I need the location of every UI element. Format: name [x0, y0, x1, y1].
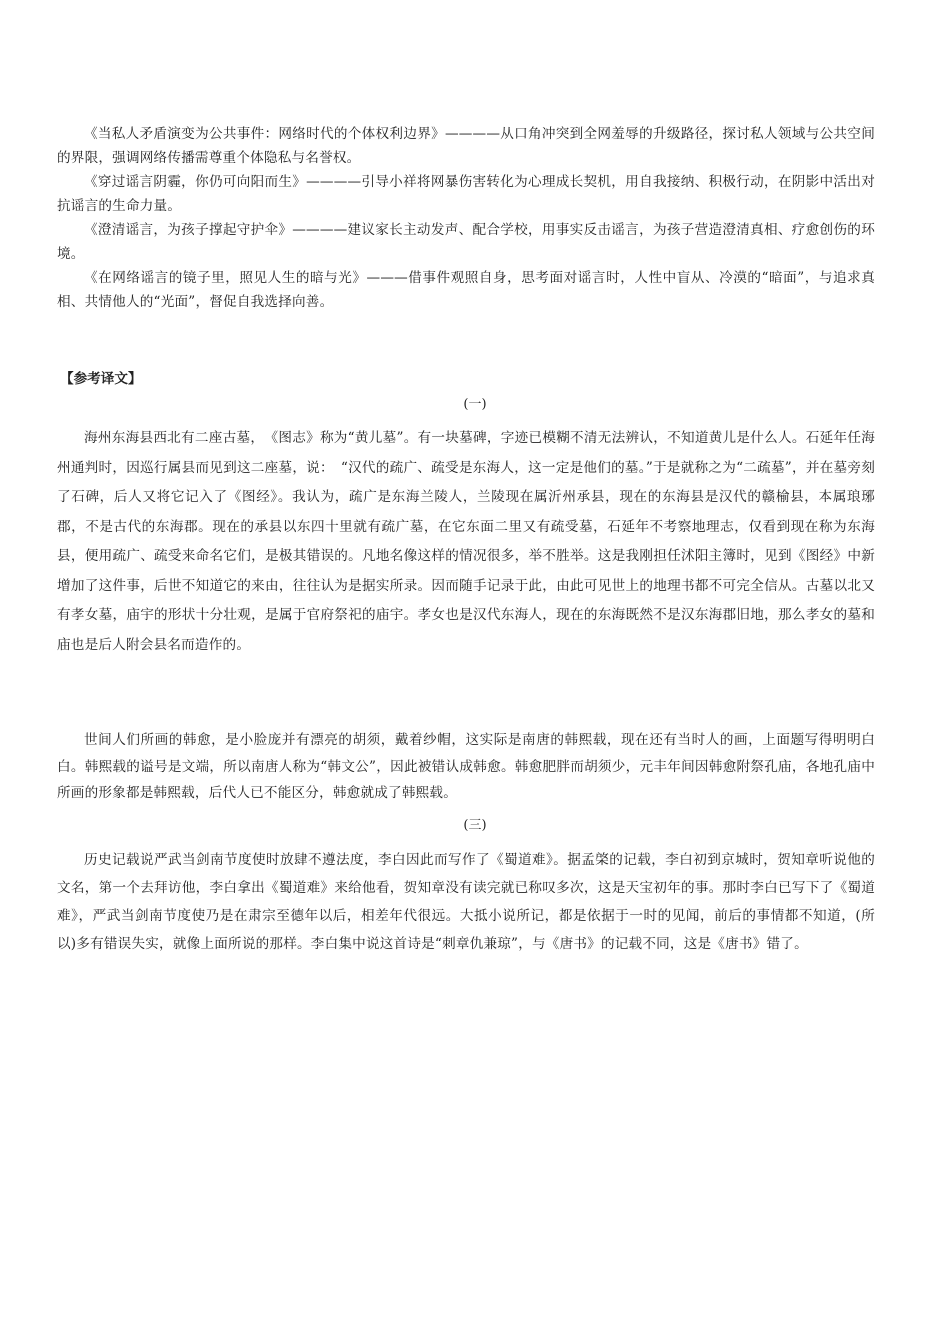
- section-label-three: (三): [463, 818, 487, 833]
- essay-title-list: [57, 122, 875, 314]
- translation-part-three: [57, 846, 875, 958]
- translation-paragraph-one: 海州东海县西北有二座古墓， 《图志》称为“黄儿墓”。有一块墓碑，字迹已模糊不清无法辨认，不知道黄儿是什么人。石延年任海州通判时，因巡行属县而见到这二座墓，说： “汉代的疏广、疏受是东海人，这一定是他们的墓。”于是就称之为“二疏墓”，并在墓旁刻了石碑，后人又将它记入了《图经》。我认为，疏广是东海兰陵人，兰陵现在属沂州承县，现在的东海县是汉代的赣榆县，本属琅琊郡，不是古代的东海郡。现在的承县以东四十里就有疏广墓，在它东面二里又有疏受墓，石延年不考察地理志，仅看到现在称为东海县，便用疏广、疏受来命名它们，是极其错误的。凡地名像这样的情况很多，举不胜举。这是我刚担任沭阳主簿时，见到《图经》中新增加了这件事，后世不知道它的来由，往往认为是据实所录。因而随手记录于此，由此可见世上的地理书都不可完全信从。古墓以北又有孝女墓，庙宇的形状十分壮观，是属于官府祭祀的庙宇。孝女也是汉代东海人，现在的东海既然不是汉东海郡旧地，那么孝女的墓和庙也是后人附会县名而造作的。: [57, 430, 875, 653]
- essay-title-item-3: 《澄清谣言，为孩子撑起守护伞》————建议家长主动发声、配合学校，用事实反击谣言，为孩子营造澄清真相、疗愈创伤的环境。: [57, 222, 875, 262]
- section-label-one: (一): [463, 397, 487, 412]
- essay-title-item-4: 《在网络谣言的镜子里，照见人生的暗与光》———借事件观照自身，思考面对谣言时，人性中盲从、冷漠的“暗面”，与追求真相、共情他人的“光面”，督促自我选择向善。: [57, 270, 875, 310]
- translation-paragraph-two: 世间人们所画的韩愈，是小脸庞并有漂亮的胡须，戴着纱帽，这实际是南唐的韩熙载，现在还有当时人的画，上面题写得明明白白。韩熙载的谥号是文端，所以南唐人称为“韩文公”，因此被错认成韩愈。韩愈肥胖而胡须少，元丰年间因韩愈附祭孔庙，各地孔庙中所画的形象都是韩熙载，后代人已不能区分，韩愈就成了韩熙载。: [57, 732, 875, 801]
- translation-part-two: [57, 727, 875, 807]
- translation-paragraph-three: 历史记载说严武当剑南节度使时放肆不遵法度，李白因此而写作了《蜀道难》。据孟棨的记载，李白初到京城时，贺知章听说他的文名，第一个去拜访他，李白拿出《蜀道难》来给他看，贺知章没有读完就已称叹多次，这是天宝初年的事。那时李白已写下了《蜀道难》，严武当剑南节度使乃是在肃宗至德年以后，相差年代很远。大抵小说所记，都是依据于一时的见闻，前后的事情都不知道，(所以)多有错误失实，就像上面所说的那样。李白集中说这首诗是“刺章仇兼琼”，与《唐书》的记载不同，这是《唐书》错了。: [57, 852, 875, 952]
- translation-part-one: [57, 424, 875, 660]
- essay-title-item-2: 《穿过谣言阴霾，你仍可向阳而生》————引导小祥将网暴伤害转化为心理成长契机，用自我接纳、积极行动，在阴影中活出对抗谣言的生命力量。: [57, 174, 875, 214]
- reference-translation-heading: 【参考译文】: [60, 371, 142, 387]
- essay-title-item-1: 《当私人矛盾演变为公共事件：网络时代的个体权利边界》————从口角冲突到全网羞辱的升级路径，探讨私人领域与公共空间的界限，强调网络传播需尊重个体隐私与名誉权。: [57, 126, 875, 166]
